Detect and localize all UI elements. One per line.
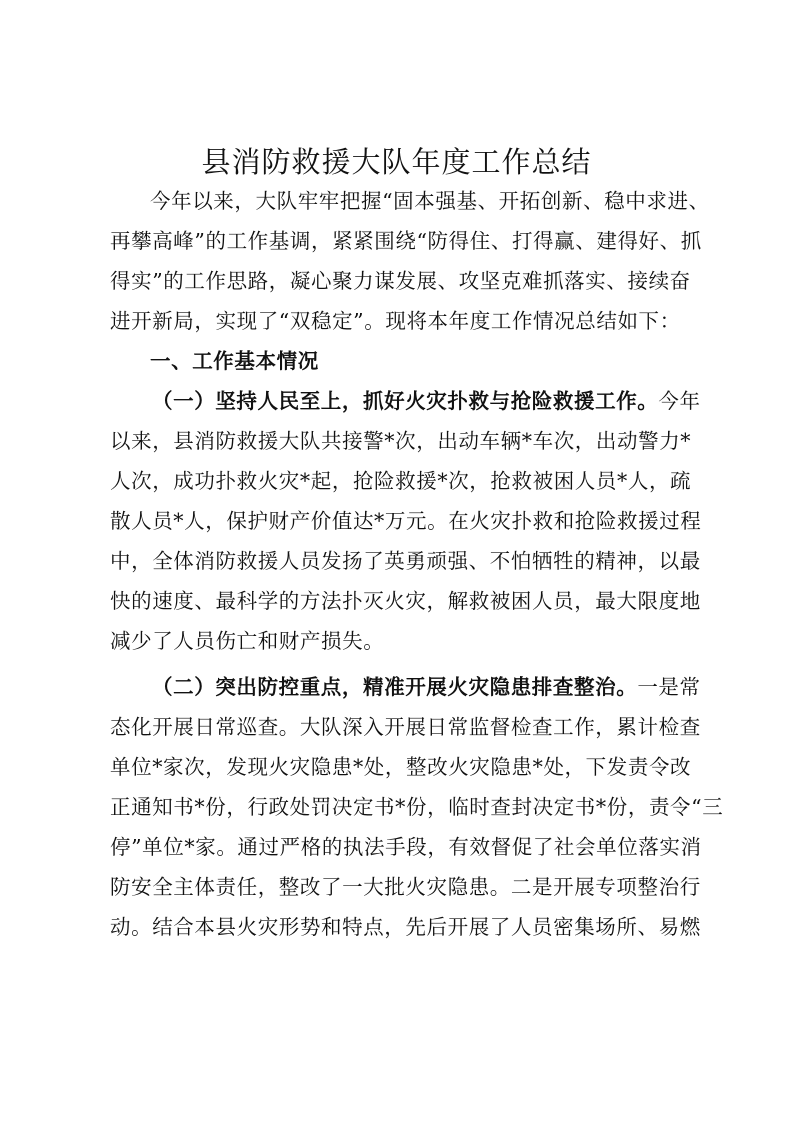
paragraph-1-first-rest: 今年 (658, 389, 701, 413)
paragraph-1-line: 减少了人员伤亡和财产损失。 (110, 629, 385, 653)
intro-line: 再攀高峰”的工作基调，紧紧围绕“防得住、打得赢、建得好、抓 (110, 229, 702, 253)
paragraph-1-lead: （一）坚持人民至上，抓好火灾扑救与抢险救援工作。 (152, 389, 659, 413)
paragraph-1-line: 散人员*人，保护财产价值达*万元。在火灾扑救和抢险救援过程 (110, 509, 702, 533)
paragraph-2-line: 停”单位*家。通过严格的执法手段，有效督促了社会单位落实消 (110, 835, 702, 859)
paragraph-1-line: 以来，县消防救援大队共接警*次，出动车辆*车次，出动警力* (110, 429, 692, 453)
paragraph-2-line: 正通知书*份，行政处罚决定书*份，临时查封决定书*份，责令“三 (110, 795, 724, 819)
paragraph-2-first-rest: 一是常 (637, 675, 701, 699)
paragraph-2-line: 态化开展日常巡查。大队深入开展日常监督检查工作，累计检查 (110, 715, 701, 739)
intro-line: 进开新局，实现了“双稳定”。现将本年度工作情况总结如下： (110, 309, 681, 333)
intro-line: 得实”的工作思路，凝心聚力谋发展、攻坚克难抓落实、接续奋 (110, 269, 691, 293)
section-heading: 一、工作基本情况 (150, 349, 319, 373)
paragraph-2-line: 单位*家次，发现火灾隐患*处，整改火灾隐患*处，下发责令改 (110, 755, 692, 779)
intro-line: 今年以来，大队牢牢把握“固本强基、开拓创新、稳中求进、 (150, 189, 710, 213)
paragraph-1-first-line (152, 386, 701, 416)
paragraph-1-line: 人次，成功扑救火灾*起，抢险救援*次，抢救被困人员*人，疏 (110, 469, 692, 493)
paragraph-1-line: 快的速度、最科学的方法扑灭火灾，解救被困人员，最大限度地 (110, 589, 701, 613)
paragraph-2-line: 防安全主体责任，整改了一大批火灾隐患。二是开展专项整治行 (110, 875, 701, 899)
paragraph-1-line: 中，全体消防救援人员发扬了英勇顽强、不怕牺牲的精神，以最 (110, 549, 701, 573)
paragraph-2-line: 动。结合本县火灾形势和特点，先后开展了人员密集场所、易燃 (110, 915, 701, 939)
paragraph-2-lead: （二）突出防控重点，精准开展火灾隐患排查整治。 (152, 675, 638, 699)
document-title: 县消防救援大队年度工作总结 (201, 145, 592, 179)
paragraph-2-first-line (152, 672, 701, 702)
